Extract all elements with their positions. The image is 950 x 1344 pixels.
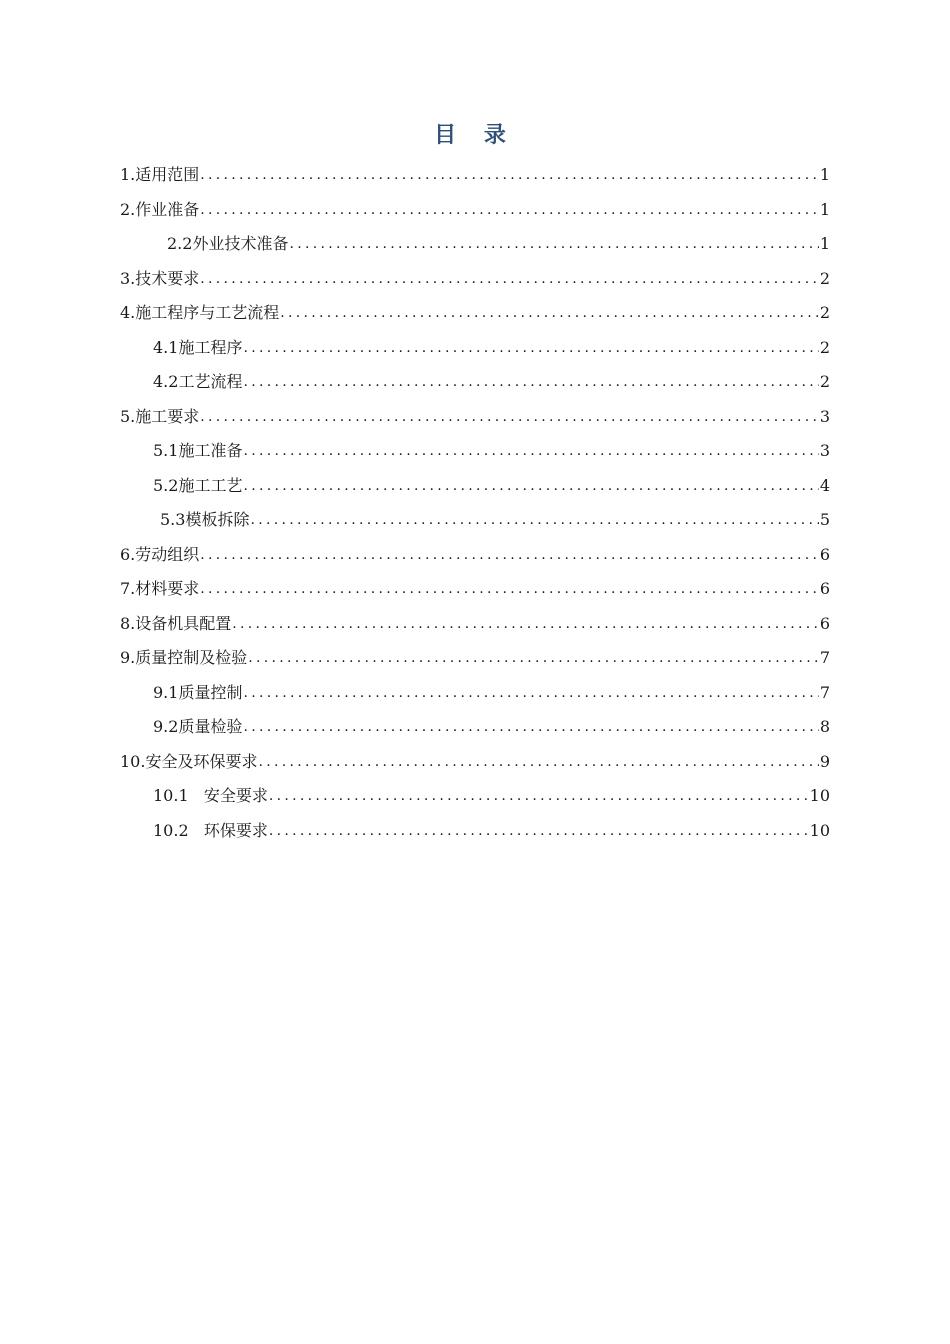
dot-leader [269,821,809,841]
toc-entry[interactable] [0,400,830,435]
toc-entry-page: 7 [819,682,830,702]
dot-leader [200,200,819,220]
toc-entry-label: 5.1施工准备 [153,441,243,461]
toc-entry-label: 3.技术要求 [120,268,200,288]
toc-entry-page: 3 [819,441,830,461]
toc-entry-page: 8 [819,717,830,737]
toc-entry[interactable] [0,538,830,573]
toc-entry[interactable] [0,745,830,780]
dot-leader [243,683,818,703]
toc-entry-label: 1.适用范围 [120,165,200,185]
toc-entry-page: 6 [819,579,830,599]
toc-entry[interactable] [0,503,830,538]
dot-leader [248,648,819,668]
toc-entry[interactable] [0,365,830,400]
toc-entry-label: 4.1施工程序 [153,337,243,357]
toc-entry[interactable] [0,676,830,711]
dot-leader [243,717,818,737]
toc-entry[interactable] [0,779,830,814]
toc-entry-page: 6 [819,544,830,564]
toc-entry-label: 2.2外业技术准备 [167,234,289,254]
dot-leader [250,510,818,530]
toc-title: 目 录 [434,122,516,148]
toc-entry-label: 5.3模板拆除 [160,510,250,530]
toc-entry[interactable] [0,262,830,297]
toc-entry-label: 9.1质量控制 [153,682,243,702]
toc-entry[interactable] [0,331,830,366]
toc-entry-label: 2.作业准备 [120,199,200,219]
toc-entry-label: 8.设备机具配置 [120,613,232,633]
toc-entry-label: 9.2质量检验 [153,717,243,737]
dot-leader [232,614,819,634]
dot-leader [243,372,818,392]
toc-entry-label: 4.2工艺流程 [153,372,243,392]
toc-entry[interactable] [0,710,830,745]
toc-entry-page: 1 [819,165,830,185]
toc-entry[interactable] [0,572,830,607]
toc-entry-page: 2 [819,303,830,323]
toc-entry-page: 9 [819,751,830,771]
toc-entry-label: 5.施工要求 [120,406,200,426]
toc-entry[interactable] [0,434,830,469]
dot-leader [200,545,819,565]
toc-entry-page: 6 [819,613,830,633]
toc-entry-label: 9.质量控制及检验 [120,648,248,668]
toc-entry-page: 1 [819,199,830,219]
toc-entry-label: 4.施工程序与工艺流程 [120,303,280,323]
toc-entry[interactable] [0,469,830,504]
toc-entry[interactable] [0,607,830,642]
toc-entry-label: 10.安全及环保要求 [120,751,258,771]
toc-entry-label: 10.1 安全要求 [153,786,268,806]
toc-entry[interactable] [0,814,830,849]
dot-leader [243,338,818,358]
dot-leader [269,786,809,806]
toc-entry-page: 2 [819,372,830,392]
toc-entry-page: 2 [819,268,830,288]
toc-entry[interactable] [0,296,830,331]
toc-entry-page: 10 [809,786,830,806]
dot-leader [200,165,819,185]
toc-entry-label: 7.材料要求 [120,579,200,599]
toc-entry-page: 10 [809,820,830,840]
toc-entry-page: 5 [819,510,830,530]
toc-entry-label: 6.劳动组织 [120,544,200,564]
toc-entry-page: 1 [819,234,830,254]
toc-entry[interactable] [0,193,830,228]
dot-leader [280,303,819,323]
dot-leader [289,234,818,254]
toc-entry-label: 5.2施工工艺 [153,475,243,495]
dot-leader [243,476,818,496]
dot-leader [200,579,819,599]
toc-entry[interactable] [0,158,830,193]
toc-entry-label: 10.2 环保要求 [153,820,268,840]
dot-leader [258,752,818,772]
dot-leader [200,407,819,427]
toc-entry[interactable] [0,641,830,676]
dot-leader [200,269,819,289]
toc-entry[interactable] [0,227,830,262]
toc-list [0,158,950,848]
toc-entry-page: 4 [819,475,830,495]
toc-entry-page: 2 [819,337,830,357]
toc-entry-page: 7 [819,648,830,668]
dot-leader [243,441,818,461]
toc-entry-page: 3 [819,406,830,426]
